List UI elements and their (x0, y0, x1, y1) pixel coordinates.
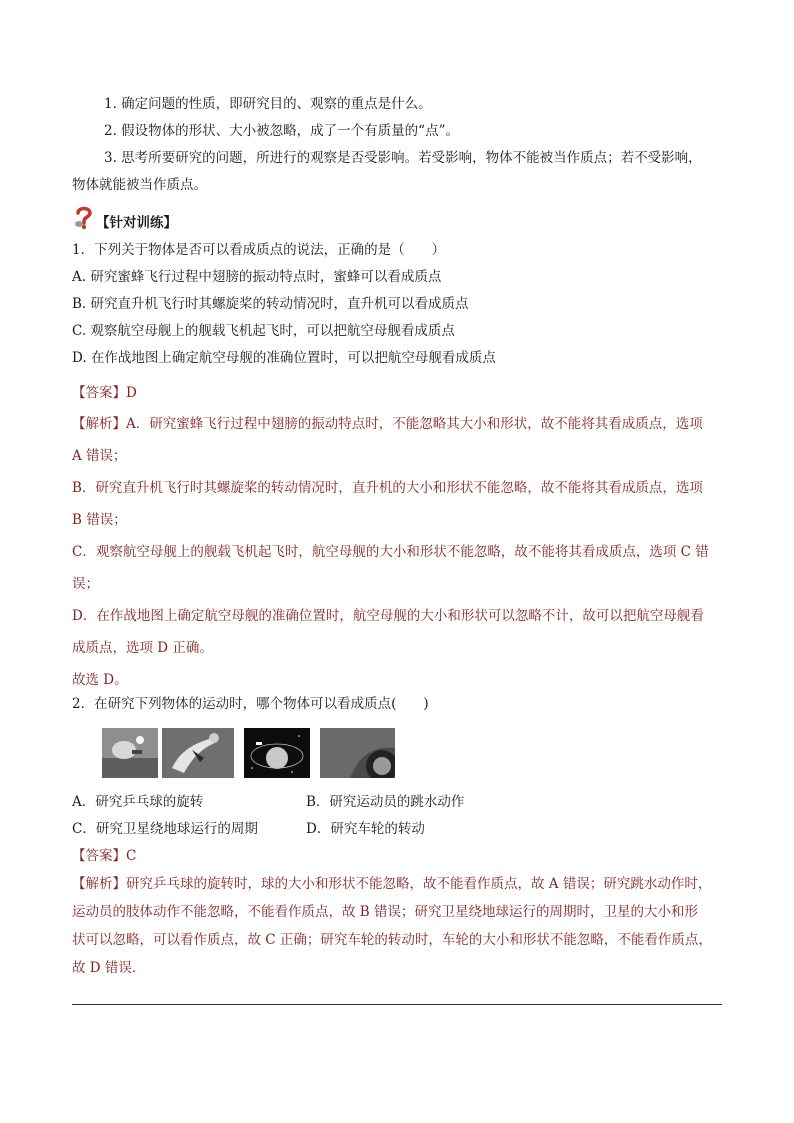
q1-analysis-line-1 (72, 414, 703, 434)
diver-photo (162, 728, 234, 778)
q1-analysis-line-6: 误； (72, 576, 99, 592)
q2-option-a: A．研究乒乓球的旋转 (72, 794, 204, 810)
q1-option-d: D. 在作战地图上确定航空母舰的准确位置时，可以把航空母舰看成质点 (72, 350, 496, 366)
q1-option-a: A. 研究蜜蜂飞行过程中翅膀的振动特点时，蜜蜂可以看成质点 (72, 269, 442, 285)
q1-analysis-text-1: A．研究蜜蜂飞行过程中翅膀的振动特点时，不能忽略其大小和形状，故不能将其看成质点，选项 (126, 416, 703, 432)
q1-analysis-label: 【解析】 (72, 416, 126, 432)
q2-option-c: C．研究卫星绕地球运行的周期 (72, 821, 258, 837)
q2-analysis-line-2: 运动员的肢体动作不能忽略，不能看作质点，故 B 错误；研究卫星绕地球运行的周期时，卫星的大小和形 (72, 904, 699, 920)
q2-answer-value: C (126, 848, 137, 864)
q1-option-c: C. 观察航空母舰上的舰载飞机起飞时，可以把航空母舰看成质点 (72, 323, 455, 339)
q2-answer-label: 【答案】 (72, 848, 126, 864)
intro-step-2: 2. 假设物体的形状、大小被忽略，成了一个有质量的“点”。 (104, 123, 459, 139)
intro-step-1: 1. 确定问题的性质，即研究目的、观察的重点是什么。 (104, 96, 432, 112)
q1-answer (72, 383, 137, 403)
q1-stem: 1．下列关于物体是否可以看成质点的说法，正确的是（ ） (72, 242, 446, 258)
q2-option-d: D．研究车轮的转动 (306, 821, 425, 837)
q1-analysis-line-7: D．在作战地图上确定航空母舰的准确位置时，航空母舰的大小和形状可以忽略不计，故可以把航空母舰看 (72, 608, 704, 624)
satellite-earth-photo (244, 728, 310, 778)
q1-analysis-line-8: 成质点，选项 D 正确。 (72, 640, 213, 656)
q1-analysis-line-4: B 错误； (72, 512, 127, 528)
q2-analysis-line-1 (72, 874, 711, 894)
intro-step-3-cont: 物体就能被当作质点。 (72, 177, 207, 193)
question-mark-icon (73, 204, 95, 230)
car-wheel-photo (320, 728, 395, 778)
q2-analysis-text-1: 研究乒乓球的旋转时，球的大小和形状不能忽略，故不能看作质点，故 A 错误；研究跳水动作时， (126, 876, 712, 892)
q1-analysis-line-3: B．研究直升机飞行时其螺旋桨的转动情况时，直升机的大小和形状不能忽略，故不能将其看成质点，选项 (72, 480, 703, 496)
intro-step-3: 3. 思考所要研究的问题，所进行的观察是否受影响。若受影响，物体不能被当作质点；若不受影响， (104, 150, 702, 166)
ping-pong-photo (102, 728, 158, 778)
q2-stem: 2．在研究下列物体的运动时，哪个物体可以看成质点( ) (72, 696, 429, 712)
q2-analysis-line-3: 状可以忽略，可以看作质点，故 C 正确；研究车轮的转动时，车轮的大小和形状不能忽略，不能看作质点， (72, 932, 712, 948)
q1-analysis-line-2: A 错误； (72, 448, 127, 464)
q1-answer-label: 【答案】 (72, 385, 126, 401)
bottom-divider (72, 1004, 722, 1005)
q1-conclusion: 故选 D。 (72, 672, 128, 688)
q2-answer (72, 846, 136, 866)
q2-analysis-label: 【解析】 (72, 876, 126, 892)
q2-option-b: B．研究运动员的跳水动作 (306, 794, 465, 810)
section-title: 【针对训练】 (96, 215, 177, 231)
q2-analysis-line-4: 故 D 错误． (72, 960, 146, 976)
q1-option-b: B. 研究直升机飞行时其螺旋桨的转动情况时，直升机可以看成质点 (72, 296, 469, 312)
q1-analysis-line-5: C．观察航空母舰上的舰载飞机起飞时，航空母舰的大小和形状不能忽略，故不能将其看成质点，选项 C 错 (72, 544, 709, 560)
q1-answer-value: D (126, 385, 137, 401)
